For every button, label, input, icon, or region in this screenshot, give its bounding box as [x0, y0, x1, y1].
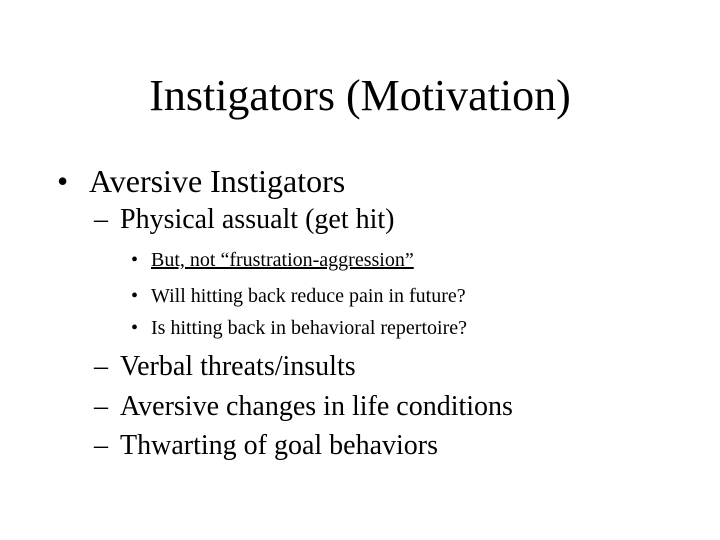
subsubbullet-text: Is hitting back in behavioral repertoire?: [151, 317, 467, 339]
slide-title: Instigators (Motivation): [149, 71, 571, 120]
subbullet-text: Verbal threats/insults: [120, 351, 356, 382]
dash-marker: –: [94, 430, 108, 461]
dash-marker: –: [94, 204, 108, 235]
bullet-marker: •: [131, 285, 139, 307]
subbullet-text: Physical assualt (get hit): [120, 204, 395, 235]
bullet-marker: •: [57, 163, 69, 199]
dash-marker: –: [94, 351, 108, 382]
bullet-text: Aversive Instigators: [89, 163, 346, 199]
subbullet-text: Aversive changes in life conditions: [120, 391, 513, 422]
dash-marker: –: [94, 391, 108, 422]
subsubbullet-text: But, not “frustration-aggression”: [151, 249, 414, 271]
bullet-marker: •: [131, 317, 139, 339]
subsubbullet-text: Will hitting back reduce pain in future?: [151, 285, 466, 307]
subbullet-text: Thwarting of goal behaviors: [120, 430, 439, 461]
bullet-marker: •: [131, 249, 139, 271]
